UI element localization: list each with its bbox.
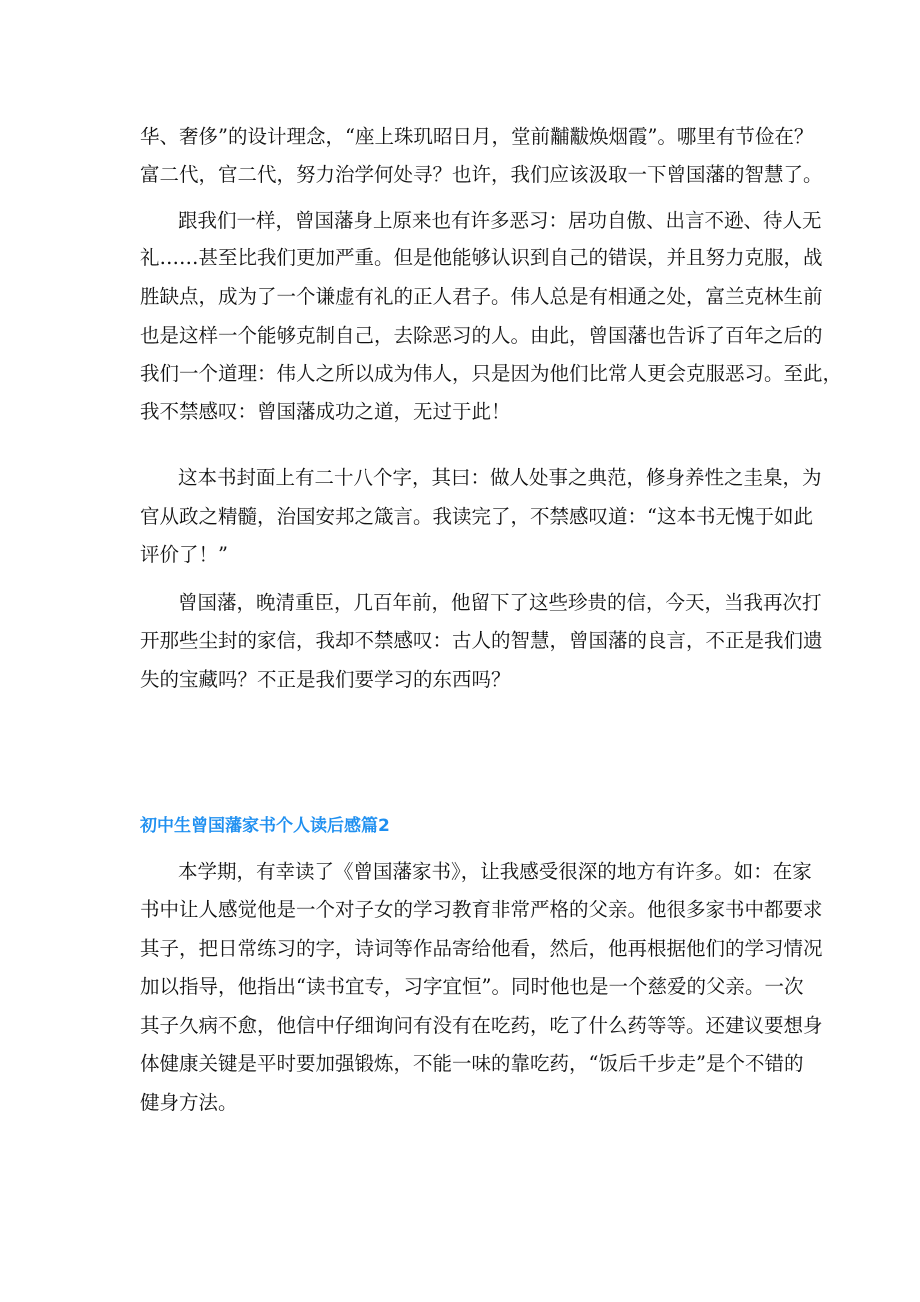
text-line: 失的宝藏吗？不正是我们要学习的东西吗？ (140, 668, 511, 691)
text-line: 健身方法。 (140, 1091, 238, 1114)
section-title: 初中生曾国藩家书个人读后感篇2 (140, 816, 390, 836)
text-line: 也是这样一个能够克制自己，去除恶习的人。由此，曾国藩也告诉了百年之后的 (140, 324, 823, 347)
text-line: 其子久病不愈，他信中仔细询问有没有在吃药，吃了什么药等等。还建议要想身 (140, 1014, 823, 1037)
text-line: 我们一个道理：伟人之所以成为伟人，只是因为他们比常人更会克服恶习。至此， (140, 362, 843, 385)
text-line: 其子，把日常练习的字，诗词等作品寄给他看，然后，他再根据他们的学习情况 (140, 937, 823, 960)
text-line: 本学期，有幸读了《曾国藩家书》，让我感受很深的地方有许多。如：在家 (178, 860, 812, 883)
text-line: 曾国藩，晚清重臣，几百年前，他留下了这些珍贵的信，今天，当我再次打 (178, 591, 822, 614)
text-line: 体健康关键是平时要加强锻炼，不能一味的靠吃药，“饭后千步走”是个不错的 (140, 1052, 804, 1075)
text-line: 开那些尘封的家信，我却不禁感叹：古人的智慧，曾国藩的良言，不正是我们遗 (140, 629, 823, 652)
text-line: 我不禁感叹：曾国藩成功之道，无过于此！ (140, 400, 511, 423)
text-line: 富二代，官二代，努力治学何处寻？也许，我们应该汲取一下曾国藩的智慧了。 (140, 163, 823, 186)
text-line: 评价了！” (140, 543, 228, 566)
text-line: 华、奢侈”的设计理念，“座上珠玑昭日月，堂前黼黻焕烟霞”。哪里有节俭在？ (140, 125, 814, 148)
text-line: 官从政之精髓，治国安邦之箴言。我读完了，不禁感叹道：“这本书无愧于如此 (140, 505, 813, 528)
text-line: 胜缺点，成为了一个谦虚有礼的正人君子。伟人总是有相通之处，富兰克林生前 (140, 285, 823, 308)
text-line: 书中让人感觉他是一个对子女的学习教育非常严格的父亲。他很多家书中都要求 (140, 898, 823, 921)
text-line: 礼……甚至比我们更加严重。但是他能够认识到自己的错误，并且努力克服，战 (140, 246, 823, 269)
text-line: 这本书封面上有二十八个字，其曰：做人处事之典范，修身养性之圭臬，为 (178, 466, 822, 489)
text-line: 跟我们一样，曾国藩身上原来也有许多恶习：居功自傲、出言不逊、待人无 (178, 209, 822, 232)
text-line: 加以指导，他指出“读书宜专，习字宜恒”。同时他也是一个慈爱的父亲。一次 (140, 975, 804, 998)
